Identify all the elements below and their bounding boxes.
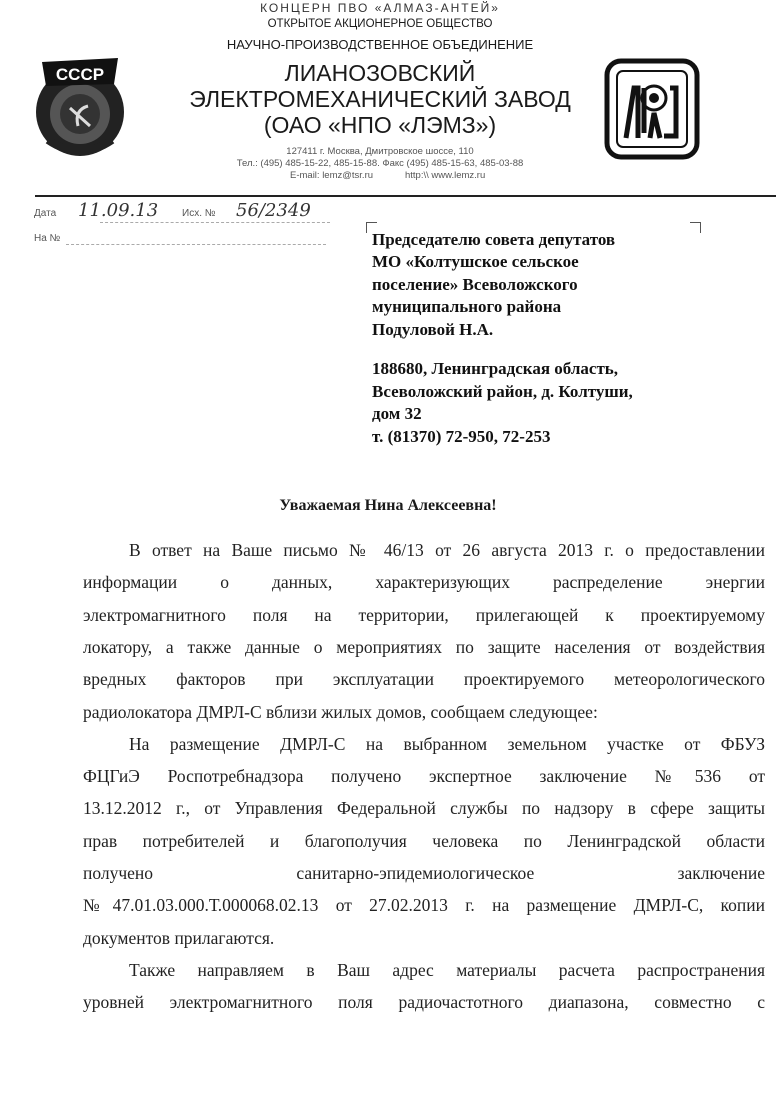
company-name-line2: ЭЛЕКТРОМЕХАНИЧЕСКИЙ ЗАВОД bbox=[189, 86, 571, 112]
body-line: информации о данных, характеризующих распределение энергии bbox=[83, 572, 765, 592]
body-line: прав потребителей и благополучия человека по Ленинградской области bbox=[83, 831, 765, 851]
company-name-line3: (ОАО «НПО «ЛЭМЗ») bbox=[263, 112, 497, 138]
company-name-line1: ЛИАНОЗОВСКИЙ bbox=[284, 60, 476, 86]
lemz-logo-icon bbox=[604, 58, 700, 160]
date-label: Дата bbox=[34, 208, 57, 219]
date-line bbox=[100, 222, 330, 223]
outgoing-number-label: Исх. № bbox=[182, 208, 216, 219]
address-corner-right bbox=[690, 222, 701, 233]
recipient-phone: т. (81370) 72-950, 72-253 bbox=[372, 427, 551, 446]
body-line: локатору, а также данные о мероприятиях по защите населения от воздействия bbox=[83, 637, 765, 657]
body-line: вредных факторов при эксплуатации проектируемого метеорологического bbox=[83, 669, 765, 689]
recipient-line: муниципального района bbox=[372, 297, 562, 316]
association: НАУЧНО-ПРОИЗВОДСТВЕННОЕ ОБЪЕДИНЕНИЕ bbox=[226, 37, 534, 52]
salutation: Уважаемая Нина Алексеевна! bbox=[279, 497, 497, 514]
body-line: уровней электромагнитного поля радиочастотного диапазона, совместно с bbox=[83, 992, 765, 1012]
reference-number-label: На № bbox=[34, 233, 61, 244]
body-line: получено санитарно-эпидемиологическое заключение bbox=[83, 863, 765, 883]
outgoing-number-value: 56/2349 bbox=[236, 200, 311, 221]
company-address: 127411 г. Москва, Дмитровское шоссе, 110 bbox=[286, 146, 474, 157]
company-email: E-mail: lemz@tsr.ru bbox=[290, 170, 374, 181]
recipient-line: Председателю совета депутатов bbox=[372, 230, 616, 249]
recipient-name: Подуловой Н.А. bbox=[372, 320, 494, 339]
body-line: В ответ на Ваше письмо № 46/13 от 26 августа 2013 г. о предоставлении bbox=[129, 540, 765, 560]
company-type: ОТКРЫТОЕ АКЦИОНЕРНОЕ ОБЩЕСТВО bbox=[267, 18, 493, 30]
body-line: документов прилагаются. bbox=[83, 928, 275, 948]
body-line: электромагнитного поля на территории, прилегающей к проектируемому bbox=[83, 605, 765, 625]
company-phones: Тел.: (495) 485-15-22, 485-15-88. Факс (495) 485-15-63, 485-03-88 bbox=[236, 158, 524, 169]
body-line: ФЦГиЭ Роспотребнадзора получено экспертное заключение №536 от bbox=[83, 766, 765, 786]
recipient-line: МО «Колтушское сельское bbox=[372, 252, 579, 271]
header-divider bbox=[35, 195, 776, 197]
concern-name: КОНЦЕРН ПВО «АЛМАЗ-АНТЕЙ» bbox=[260, 1, 500, 15]
body-line: радиолокатора ДМРЛ-С вблизи жилых домов, сообщаем следующее: bbox=[83, 702, 598, 722]
recipient-address-line: 188680, Ленинградская область, bbox=[372, 359, 619, 378]
recipient-line: поселение» Всеволожского bbox=[372, 275, 578, 294]
recipient-address-line: дом 32 bbox=[372, 404, 422, 423]
svg-text:СССР: СССР bbox=[55, 65, 105, 84]
body-line: №47.01.03.000.Т.000068.02.13 от 27.02.2013 г. на размещение ДМРЛ-С, копии bbox=[83, 895, 765, 915]
body-line: 13.12.2012 г., от Управления Федеральной службы по надзору в сфере защиты bbox=[83, 798, 765, 818]
recipient-address-line: Всеволожский район, д. Колтуши, bbox=[372, 382, 633, 401]
company-website: http:\\ www.lemz.ru bbox=[405, 170, 486, 181]
ussr-order-emblem-icon bbox=[28, 50, 133, 162]
body-line: На размещение ДМРЛ-С на выбранном земельном участке от ФБУЗ bbox=[129, 734, 765, 754]
reference-line bbox=[66, 244, 326, 245]
date-value: 11.09.13 bbox=[78, 200, 159, 221]
body-line: Также направляем в Ваш адрес материалы расчета распространения bbox=[129, 960, 765, 980]
